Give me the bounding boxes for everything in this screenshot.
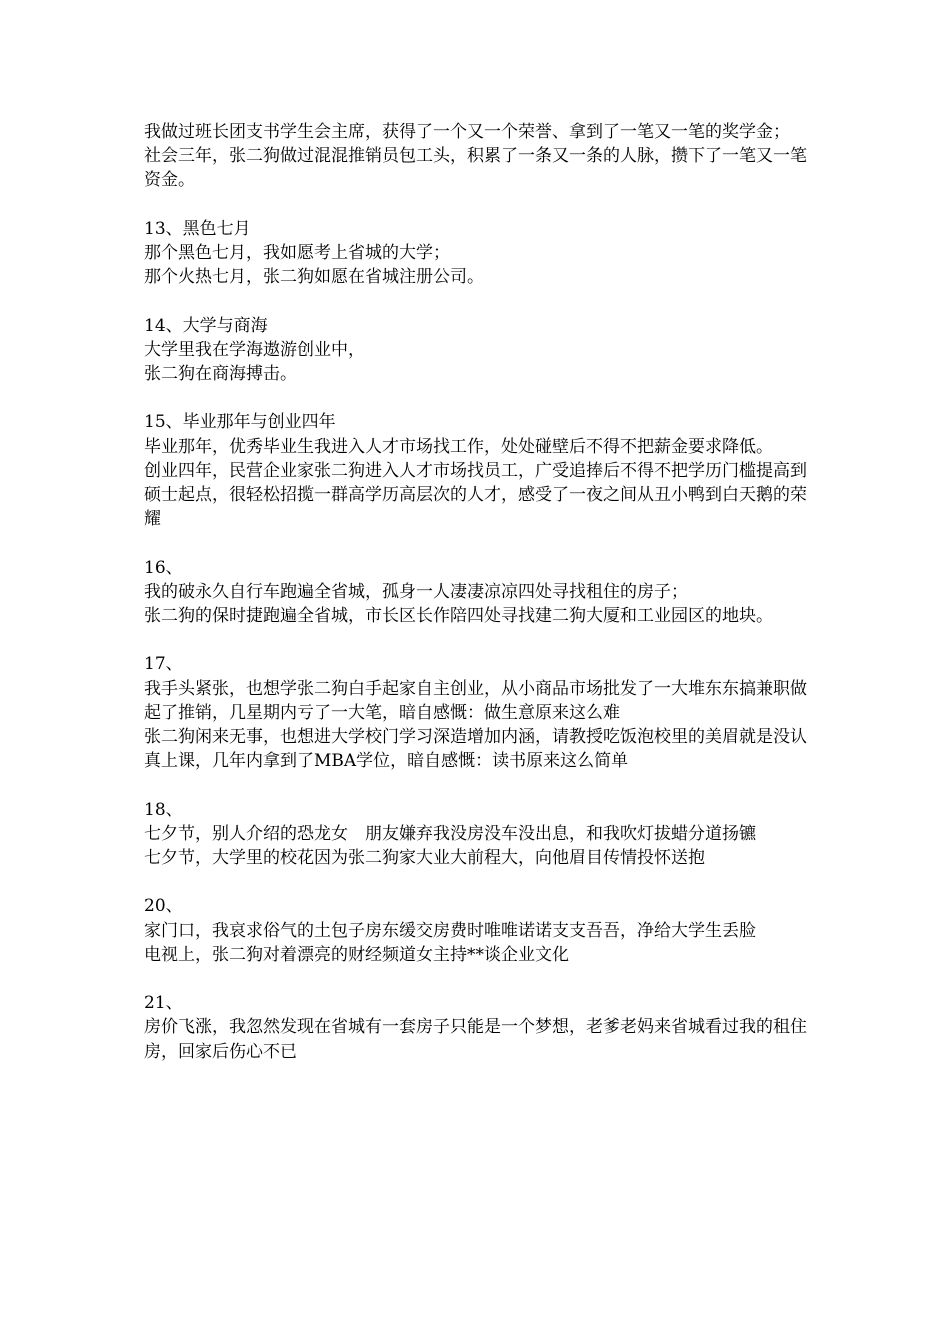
paragraph-line: 那个火热七月，张二狗如愿在省城注册公司。: [144, 267, 484, 288]
section-17: [144, 652, 812, 773]
section-16: [144, 556, 812, 629]
section-heading: 21、: [144, 993, 183, 1014]
section-21: [144, 991, 812, 1064]
paragraph-line: 我的破永久自行车跑遍全省城，孤身一人凄凄凉凉四处寻找租住的房子；: [144, 581, 688, 602]
paragraph-line: 创业四年，民营企业家张二狗进入人才市场找员工，广受追捧后不得不把学历门槛提高到硕士起点，很轻松招揽一群高学历高层次的人才，感受了一夜之间从丑小鸭到白天鹅的荣耀: [144, 460, 807, 530]
section-heading: 16、: [144, 557, 183, 578]
section-13: [144, 217, 812, 290]
section-heading: 17、: [144, 654, 183, 675]
paragraph-line: 房价飞涨，我忽然发现在省城有一套房子只能是一个梦想，老爹老妈来省城看过我的租住房，回家后伤心不已: [144, 1017, 807, 1062]
paragraph-line: 我手头紧张，也想学张二狗白手起家自主创业，从小商品市场批发了一大堆东东搞兼职做起了推销，几星期内亏了一大笔，暗自感慨：做生意原来这么难: [144, 678, 807, 723]
paragraph-line: 毕业那年，优秀毕业生我进入人才市场找工作，处处碰壁后不得不把薪金要求降低。: [144, 436, 773, 457]
paragraph-line: 我做过班长团支书学生会主席，获得了一个又一个荣誉、拿到了一笔又一笔的奖学金；: [144, 122, 790, 142]
paragraph-line: 家门口，我哀求俗气的土包子房东缓交房费时唯唯诺诺支支吾吾，净给大学生丢脸: [144, 920, 756, 941]
section-heading: 13、黑色七月: [144, 218, 251, 239]
paragraph-line: 电视上，张二狗对着漂亮的财经频道女主持**谈企业文化: [144, 944, 569, 965]
paragraph-line: 社会三年，张二狗做过混混推销员包工头，积累了一条又一条的人脉，攒下了一笔又一笔资金。: [144, 146, 807, 191]
paragraph-line: 张二狗的保时捷跑遍全省城，市长区长作陪四处寻找建二狗大厦和工业园区的地块。: [144, 606, 773, 626]
paragraph-line: 张二狗闲来无事，也想进大学校门学习深造增加内涵，请教授吃饭泡校里的美眉就是没认真上课，几年内拿到了MBA学位，暗自感慨：读书原来这么简单: [144, 727, 807, 772]
section-heading: 20、: [144, 896, 183, 917]
section-20: [144, 894, 812, 967]
section-15: [144, 410, 812, 531]
paragraph-line: 那个黑色七月，我如愿考上省城的大学；: [144, 243, 450, 263]
section-heading: 18、: [144, 799, 183, 820]
paragraph-line: 张二狗在商海搏击。: [144, 364, 297, 384]
section-18: [144, 798, 812, 871]
paragraph-line: 七夕节，别人介绍的恐龙女 朋友嫌弃我没房没车没出息，和我吹灯拔蜡分道扬镳: [144, 823, 756, 844]
paragraph-line: 七夕节，大学里的校花因为张二狗家大业大前程大，向他眉目传情投怀送抱: [144, 848, 705, 868]
section-heading: 14、大学与商海: [144, 315, 268, 336]
paragraph-line: 大学里我在学海遨游创业中，: [144, 339, 365, 360]
section-heading: 15、毕业那年与创业四年: [144, 412, 336, 433]
section-14: [144, 314, 812, 387]
section-intro: [144, 120, 812, 193]
document-body: [144, 120, 812, 1088]
